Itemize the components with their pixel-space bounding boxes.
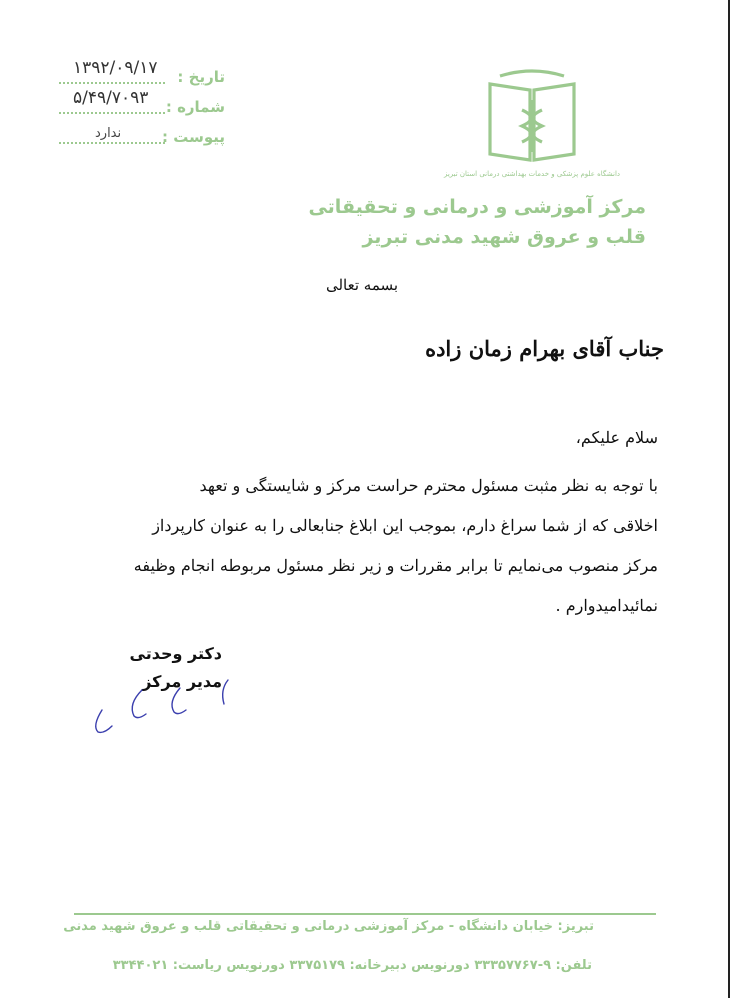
body-line: نمائیدامیدوارم . [555, 596, 658, 615]
university-logo-icon [443, 66, 621, 186]
attachment-value: ندارد [95, 126, 122, 141]
attachment-dots [59, 142, 165, 144]
body-line: با توجه به نظر مثبت مسئول محترم حراست مرکز و شایستگی و تعهد [199, 476, 658, 495]
recipient: جناب آقای بهرام زمان زاده [425, 336, 664, 361]
body-line: مرکز منصوب می‌نمایم تا برابر مقررات و زیر نظر مسئول مربوطه انجام وظیفه [133, 556, 658, 575]
attachment-row [55, 122, 225, 152]
invocation [0, 276, 730, 294]
footer-phones: تلفن: ۹-۳۳۳۵۷۷۶۷ دورنویس دبیرخانه: ۳۳۷۵۱۷۹ دورنویس ریاست: ۳۳۴۴۰۲۱ [112, 958, 592, 973]
signer-name: دکتر وحدتی [129, 644, 222, 663]
body-line: اخلاقی که از شما سراغ دارم، بموجب این ابلاغ جنابعالی را به عنوان کارپرداز [152, 516, 658, 535]
org-line-2: قلب و عروق شهید مدنی تبریز [362, 226, 646, 248]
number-label: شماره : [165, 98, 225, 116]
organization-name [308, 192, 646, 252]
number-row [55, 88, 225, 122]
logo-text: دانشگاه علوم پزشکی و خدمات بهداشتی درمانی استان تبریز [443, 170, 621, 178]
letter-body [62, 466, 658, 626]
signer-title: مدیر مرکز [142, 672, 222, 691]
date-label: تاریخ : [177, 68, 225, 86]
date-dots [59, 82, 165, 84]
number-dots [59, 112, 165, 114]
letter-meta [55, 58, 225, 152]
footer-divider [74, 913, 656, 915]
date-value: ۱۳۹۲/۰۹/۱۷ [73, 58, 158, 78]
footer-address: تبریز: خیابان دانشگاه - مرکز آموزشی درمانی و تحقیقاتی قلب و عروق شهید مدنی [63, 919, 594, 934]
number-value: ۵/۴۹/۷۰۹۳ [73, 88, 149, 108]
org-line-1: مرکز آموزشی و درمانی و تحقیقاتی [308, 196, 646, 218]
attachment-label: پیوست : [161, 128, 225, 146]
handwritten-signature-icon [88, 676, 238, 736]
greeting: سلام علیکم، [575, 428, 658, 447]
invocation-text: بسمه تعالی [325, 276, 399, 294]
